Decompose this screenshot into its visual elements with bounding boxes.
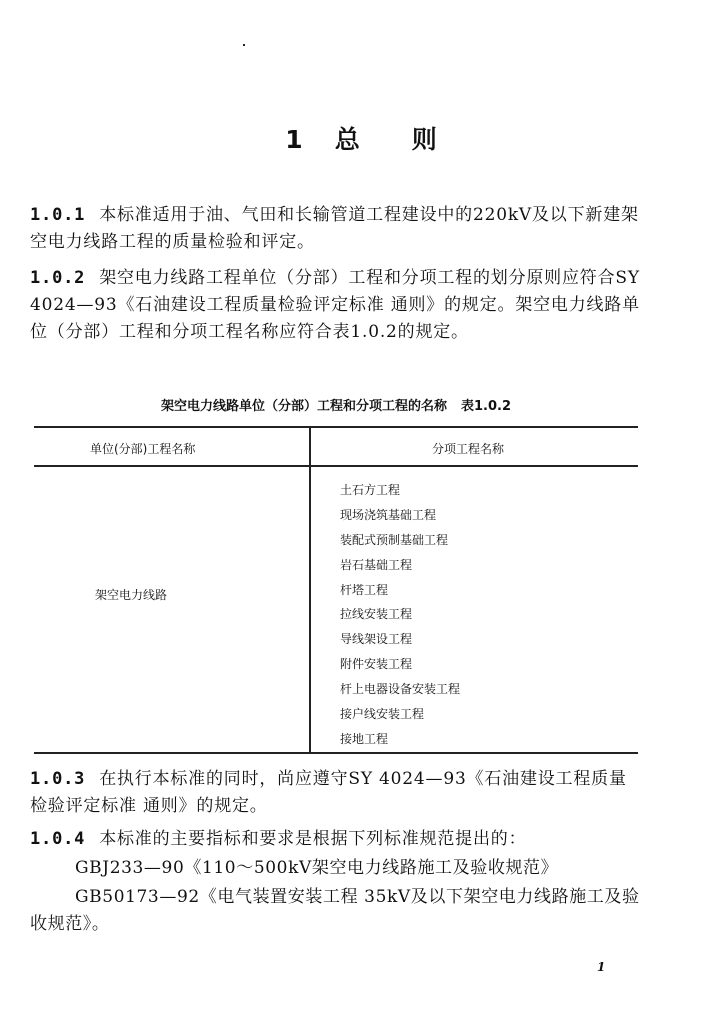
table-item: 土石方工程 <box>340 483 401 497</box>
section-number: 1.0.3 <box>30 769 86 789</box>
table-bottom-rule <box>34 752 638 754</box>
paragraph-1-0-1 <box>30 202 642 256</box>
table-item: 接地工程 <box>340 731 389 746</box>
table-item: 杆塔工程 <box>340 582 389 597</box>
table-item: 岩石基础工程 <box>340 557 413 572</box>
paragraph-1-0-2 <box>30 265 642 346</box>
table-header-items: 分项工程名称 <box>432 442 505 456</box>
table-item: 杆上电器设备安装工程 <box>340 682 461 697</box>
chapter-title <box>0 120 724 156</box>
chapter-title-char-2: 则 <box>411 125 439 154</box>
reference-gbj233: GBJ233—90《110～500kV架空电力线路施工及验收规范》 <box>75 858 559 878</box>
table-column-divider <box>309 426 311 752</box>
table-item: 附件安装工程 <box>340 657 413 672</box>
paragraph-1-0-4 <box>30 826 642 853</box>
paragraph-text: 架空电力线路工程单位（分部）工程和分项工程的划分原则应符合SY 4024—93《石油建设工程质量检验评定标准 通则》的规定。架空电力线路单位（分部）工程和分项工程名称应符合表1.0.2的规定。 <box>30 268 640 342</box>
table-header-unit: 单位(分部)工程名称 <box>90 442 196 456</box>
chapter-title-char-1: 总 <box>334 125 362 154</box>
table-top-rule <box>34 426 638 428</box>
scan-speck <box>243 44 245 46</box>
table-unit-cell: 架空电力线路 <box>95 588 168 602</box>
section-number: 1.0.4 <box>30 829 86 849</box>
chapter-number: 1 <box>285 125 305 154</box>
section-number: 1.0.1 <box>30 205 86 225</box>
table-item: 装配式预制基础工程 <box>340 532 449 547</box>
table-caption-text: 架空电力线路单位（分部）工程和分项工程的名称 <box>160 399 447 414</box>
paragraph-text: 本标准适用于油、气田和长输管道工程建设中的220kV及以下新建架空电力线路工程的质量检验和评定。 <box>30 205 639 252</box>
table-header-rule <box>34 465 638 467</box>
paragraph-text: 本标准的主要指标和要求是根据下列标准规范提出的： <box>99 829 527 849</box>
table-item-list <box>340 478 460 752</box>
table-number: 表1.0.2 <box>461 399 512 414</box>
table-item: 接户线安装工程 <box>340 707 425 722</box>
section-number: 1.0.2 <box>30 268 86 288</box>
table-item: 现场浇筑基础工程 <box>340 507 437 522</box>
paragraph-text: 在执行本标准的同时，尚应遵守SY 4024—93《石油建设工程质量检验评定标准 通则》的规定。 <box>30 769 627 816</box>
table-item: 拉线安装工程 <box>340 607 413 622</box>
reference-gb50173: GB50173—92《电气装置安装工程 35kV及以下架空电力线路施工及验收规范》。 <box>30 887 640 934</box>
table-item: 导线架设工程 <box>340 632 413 647</box>
paragraph-1-0-3 <box>30 766 642 820</box>
table-caption <box>30 395 642 414</box>
page-number: 1 <box>597 960 606 974</box>
